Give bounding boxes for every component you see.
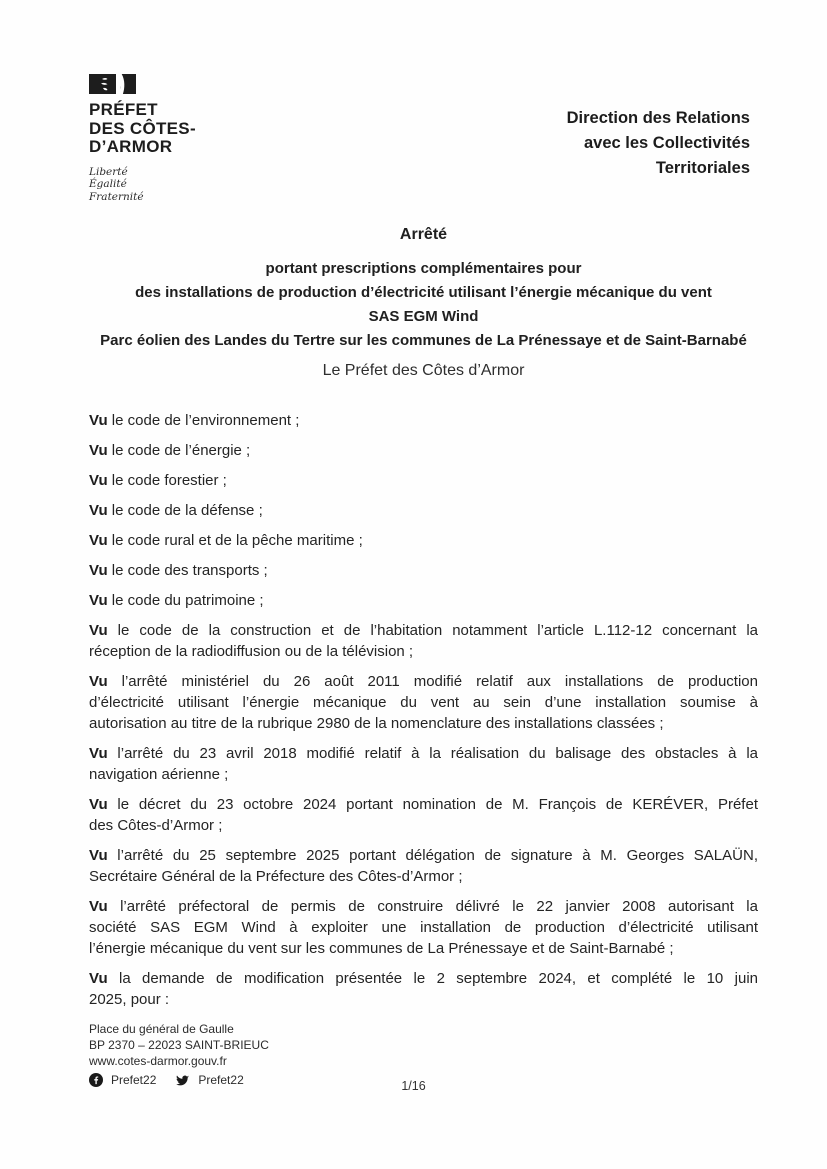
recital-lead: Vu [89, 502, 108, 519]
recital-paragraph [89, 440, 758, 461]
motto-line: Liberté [89, 165, 128, 178]
recital-line: Vu le code de l’environnement ; [89, 412, 300, 429]
recital-lead: Vu [89, 745, 108, 762]
department-block [567, 106, 750, 181]
recital-lead: Vu [89, 898, 108, 915]
prefecture-logo-block [89, 74, 196, 203]
recital-line: Vu l’arrêté préfectoral de permis de construire délivré le 22 janvier 2008 autorisant la [89, 898, 758, 915]
recital-line: Vu la demande de modification présentée le 2 septembre 2024, et complété le 10 juin [89, 970, 758, 987]
recital-lead: Vu [89, 796, 108, 813]
prefecture-name-line: D’ARMOR [89, 137, 173, 156]
recital-paragraph [89, 794, 758, 836]
recital-line: société SAS EGM Wind à exploiter une installation de production d’électricité utilisant [89, 919, 758, 936]
recital-paragraph [89, 743, 758, 785]
recital-line: Vu le code rural et de la pêche maritime ; [89, 532, 363, 549]
document-heading: Arrêté [399, 226, 448, 243]
recital-line: des Côtes-d’Armor ; [89, 817, 223, 834]
recital-line: Secrétaire Général de la Préfecture des Côtes-d’Armor ; [89, 868, 463, 885]
recital-paragraph [89, 530, 758, 551]
motto-line: Égalité [89, 178, 127, 190]
recital-line: Vu le code du patrimoine ; [89, 592, 264, 609]
republic-motto [89, 166, 196, 204]
document-title-block [89, 226, 758, 381]
recital-lead: Vu [89, 673, 108, 690]
issuer-line: Le Préfet des Côtes d’Armor [322, 362, 525, 379]
recital-paragraph [89, 896, 758, 959]
recital-lead: Vu [89, 472, 108, 489]
recital-paragraph [89, 410, 758, 431]
title-line: portant prescriptions complémentaires pour [265, 260, 582, 277]
recital-line: l’énergie mécanique du vent sur les communes de La Prénessaye et de Saint-Barnabé ; [89, 940, 674, 957]
recital-line: autorisation au titre de la rubrique 2980 de la nomenclature des installations classées ; [89, 715, 664, 732]
recital-line: Vu l’arrêté du 23 avril 2018 modifié relatif à la réalisation du balisage des obstacles à la [89, 745, 758, 762]
title-line: Parc éolien des Landes du Tertre sur les communes de La Prénessaye et de Saint-Barnabé [100, 332, 747, 349]
recital-line: Vu le code de la défense ; [89, 502, 263, 519]
department-line: avec les Collectivités [583, 134, 750, 152]
address-line: BP 2370 – 22023 SAINT-BRIEUC [89, 1038, 269, 1052]
department-line: Direction des Relations [566, 109, 750, 127]
title-line: SAS EGM Wind [368, 308, 479, 325]
recital-paragraph [89, 560, 758, 581]
recital-paragraph [89, 500, 758, 521]
recital-paragraph [89, 968, 758, 1010]
recital-lead: Vu [89, 442, 108, 459]
recital-lead: Vu [89, 532, 108, 549]
recital-paragraph [89, 671, 758, 734]
social-handle-label: Prefet22 [198, 1073, 244, 1087]
recital-lead: Vu [89, 592, 108, 609]
recital-lead: Vu [89, 412, 108, 429]
recital-paragraph [89, 470, 758, 491]
prefecture-name-line: DES CÔTES- [89, 118, 196, 138]
recitals-list [89, 410, 758, 1010]
recital-paragraph [89, 590, 758, 611]
recital-line: réception de la radiodiffusion ou de la télévision ; [89, 643, 414, 660]
page-number: 1/16 [401, 1079, 426, 1093]
website-text: www.cotes-darmor.gouv.fr [89, 1054, 227, 1068]
recital-line: Vu le décret du 23 octobre 2024 portant nomination de M. François de KERÉVER, Préfet [89, 796, 758, 813]
social-handle-label: Prefet22 [111, 1073, 157, 1087]
motto-line: Fraternité [89, 190, 144, 203]
department-line: Territoriales [655, 159, 750, 177]
recital-line: d’électricité utilisant l’énergie mécanique du vent au sein d’une installation soumise à [89, 694, 758, 711]
recital-paragraph [89, 620, 758, 662]
footer-address-block [89, 1021, 269, 1088]
recital-line: Vu le code forestier ; [89, 472, 227, 489]
prefecture-name [89, 101, 196, 157]
recital-line: Vu le code de l’énergie ; [89, 442, 251, 459]
marianne-logo-icon [89, 74, 137, 94]
recital-line: Vu l’arrêté du 25 septembre 2025 portant délégation de signature à M. Georges SALAÜN, [89, 847, 758, 864]
recital-lead: Vu [89, 847, 108, 864]
recital-lead: Vu [89, 562, 108, 579]
title-line: des installations de production d’électricité utilisant l’énergie mécanique du vent [135, 284, 712, 301]
recital-lead: Vu [89, 622, 108, 639]
recital-paragraph [89, 845, 758, 887]
recital-line: Vu le code des transports ; [89, 562, 268, 579]
recital-line: 2025, pour : [89, 991, 170, 1008]
recital-line: Vu le code de la construction et de l’habitation notamment l’article L.112-12 concernant la [89, 622, 758, 639]
recital-line: Vu l’arrêté ministériel du 26 août 2011 modifié relatif aux installations de production [89, 673, 758, 690]
recital-lead: Vu [89, 970, 108, 987]
address-line: Place du général de Gaulle [89, 1022, 234, 1036]
recital-line: navigation aérienne ; [89, 766, 229, 783]
document-content [89, 226, 758, 1019]
prefecture-name-line: PRÉFET [89, 100, 158, 119]
